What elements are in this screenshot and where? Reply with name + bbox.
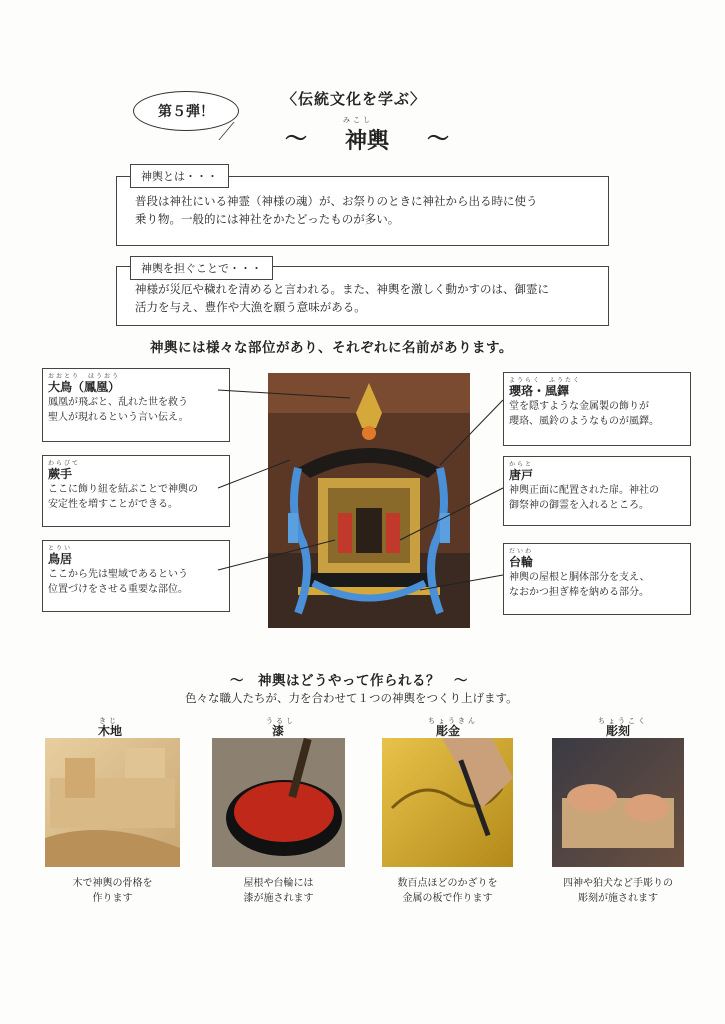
part-desc: 神輿正面に配置された扉。神社の (509, 485, 659, 496)
craft-name-choukin: 彫金 (435, 724, 460, 738)
intro-label-1: 神輿とは・・・ (130, 164, 229, 188)
part-desc: 安定性を増すことができる。 (48, 499, 178, 510)
craft-furigana: ちょうきん (428, 717, 478, 725)
intro-text-1b: 乗り物。一般的には神社をかたどったものが多い。 (135, 212, 400, 226)
intro-label-2: 神輿を担ぐことで・・・ (130, 256, 273, 280)
part-desc: 瓔珞、風鈴のようなものが風鐸。 (509, 416, 659, 427)
part-desc: ここに飾り紐を結ぶことで神輿の (48, 484, 198, 495)
parts-heading: 神輿には様々な部位があり、それぞれに名前があります。 (150, 340, 513, 356)
part-name: 鳥居 (48, 552, 73, 566)
craft-furigana: ちょうこく (598, 717, 648, 725)
mikoshi-photo (268, 373, 470, 628)
page-title: 神輿 (344, 129, 389, 154)
part-karato (503, 456, 691, 526)
craft-photo-kiji (45, 738, 180, 867)
craft-name-choukoku: 彫刻 (605, 724, 630, 738)
craft-caption-urushi: 屋根や台輪には 漆が施されます (243, 878, 314, 904)
tilde-right: 〜 (427, 127, 450, 152)
part-warabite (42, 455, 230, 527)
craft-furigana: うるし (266, 717, 296, 725)
part-desc: 位置づけをさせる重要な部位。 (48, 584, 188, 595)
part-furigana: ようらく ふうたく (509, 377, 582, 384)
intro-text-2b: 活力を与え、豊作や大漁を願う意味がある。 (135, 300, 366, 314)
part-daiwa (503, 543, 691, 615)
title-furigana: みこし (343, 116, 373, 124)
part-furigana: おおとり ほうおう (48, 373, 121, 380)
intro-text-2a: 神様が災厄や穢れを清めると言われる。また、神輿を激しく動かすのは、御霊に (135, 282, 549, 296)
how-heading: 〜 神輿はどうやって作られる？ 〜 (230, 673, 468, 689)
craft-caption-choukin: 数百点ほどのかざりを 金属の板で作ります (397, 878, 498, 904)
part-furigana: からと (509, 461, 534, 468)
part-name: 唐戸 (509, 468, 534, 482)
craft-furigana: きじ (99, 717, 119, 725)
tilde-left: 〜 (285, 127, 308, 152)
how-subheading: 色々な職人たちが、力を合わせて１つの神輿をつくり上げます。 (185, 691, 518, 705)
part-desc: 鳳凰が飛ぶと、乱れた世を救う (48, 397, 188, 408)
part-furigana: とりい (48, 545, 73, 552)
part-desc: なおかつ担ぎ棒を納める部分。 (509, 587, 649, 598)
part-name: 瓔珞・風鐸 (509, 384, 570, 398)
part-desc: 御祭神の御霊を入れるところ。 (509, 500, 649, 511)
part-furigana: わらびて (48, 460, 81, 467)
part-youraku (503, 372, 691, 446)
part-furigana: だいわ (509, 548, 534, 555)
craft-caption-choukoku: 四神や狛犬など手彫りの 彫刻が施されます (563, 878, 673, 904)
craft-photo-choukoku (552, 738, 684, 867)
intro-text-1a: 普段は神社にいる神霊（神様の魂）が、お祭りのときに神社から出る時に使う (135, 194, 538, 208)
craft-caption-kiji: 木で神輿の骨格を 作ります (72, 878, 153, 904)
part-desc: 神輿の屋根と胴体部分を支え、 (509, 572, 650, 583)
craft-photo-choukin (382, 738, 513, 867)
part-desc: 堂を隠すような金属製の飾りが (509, 401, 649, 412)
issue-badge: 第５弾！ (133, 91, 239, 131)
part-ootori (42, 368, 230, 442)
part-desc: ここから先は聖域であるという (48, 569, 188, 580)
series-title: 〈伝統文化を学ぶ〉 (282, 90, 427, 108)
part-desc: 聖人が現れるという言い伝え。 (48, 412, 189, 423)
craft-photo-urushi (212, 738, 345, 867)
part-name: 台輪 (509, 555, 534, 569)
craft-name-urushi: 漆 (271, 724, 284, 738)
part-name: 蕨手 (48, 467, 73, 481)
part-torii (42, 540, 230, 612)
craft-name-kiji: 木地 (97, 724, 122, 738)
part-name: 大鳥（鳳凰） (48, 380, 121, 394)
mikoshi-illustration (268, 373, 470, 628)
